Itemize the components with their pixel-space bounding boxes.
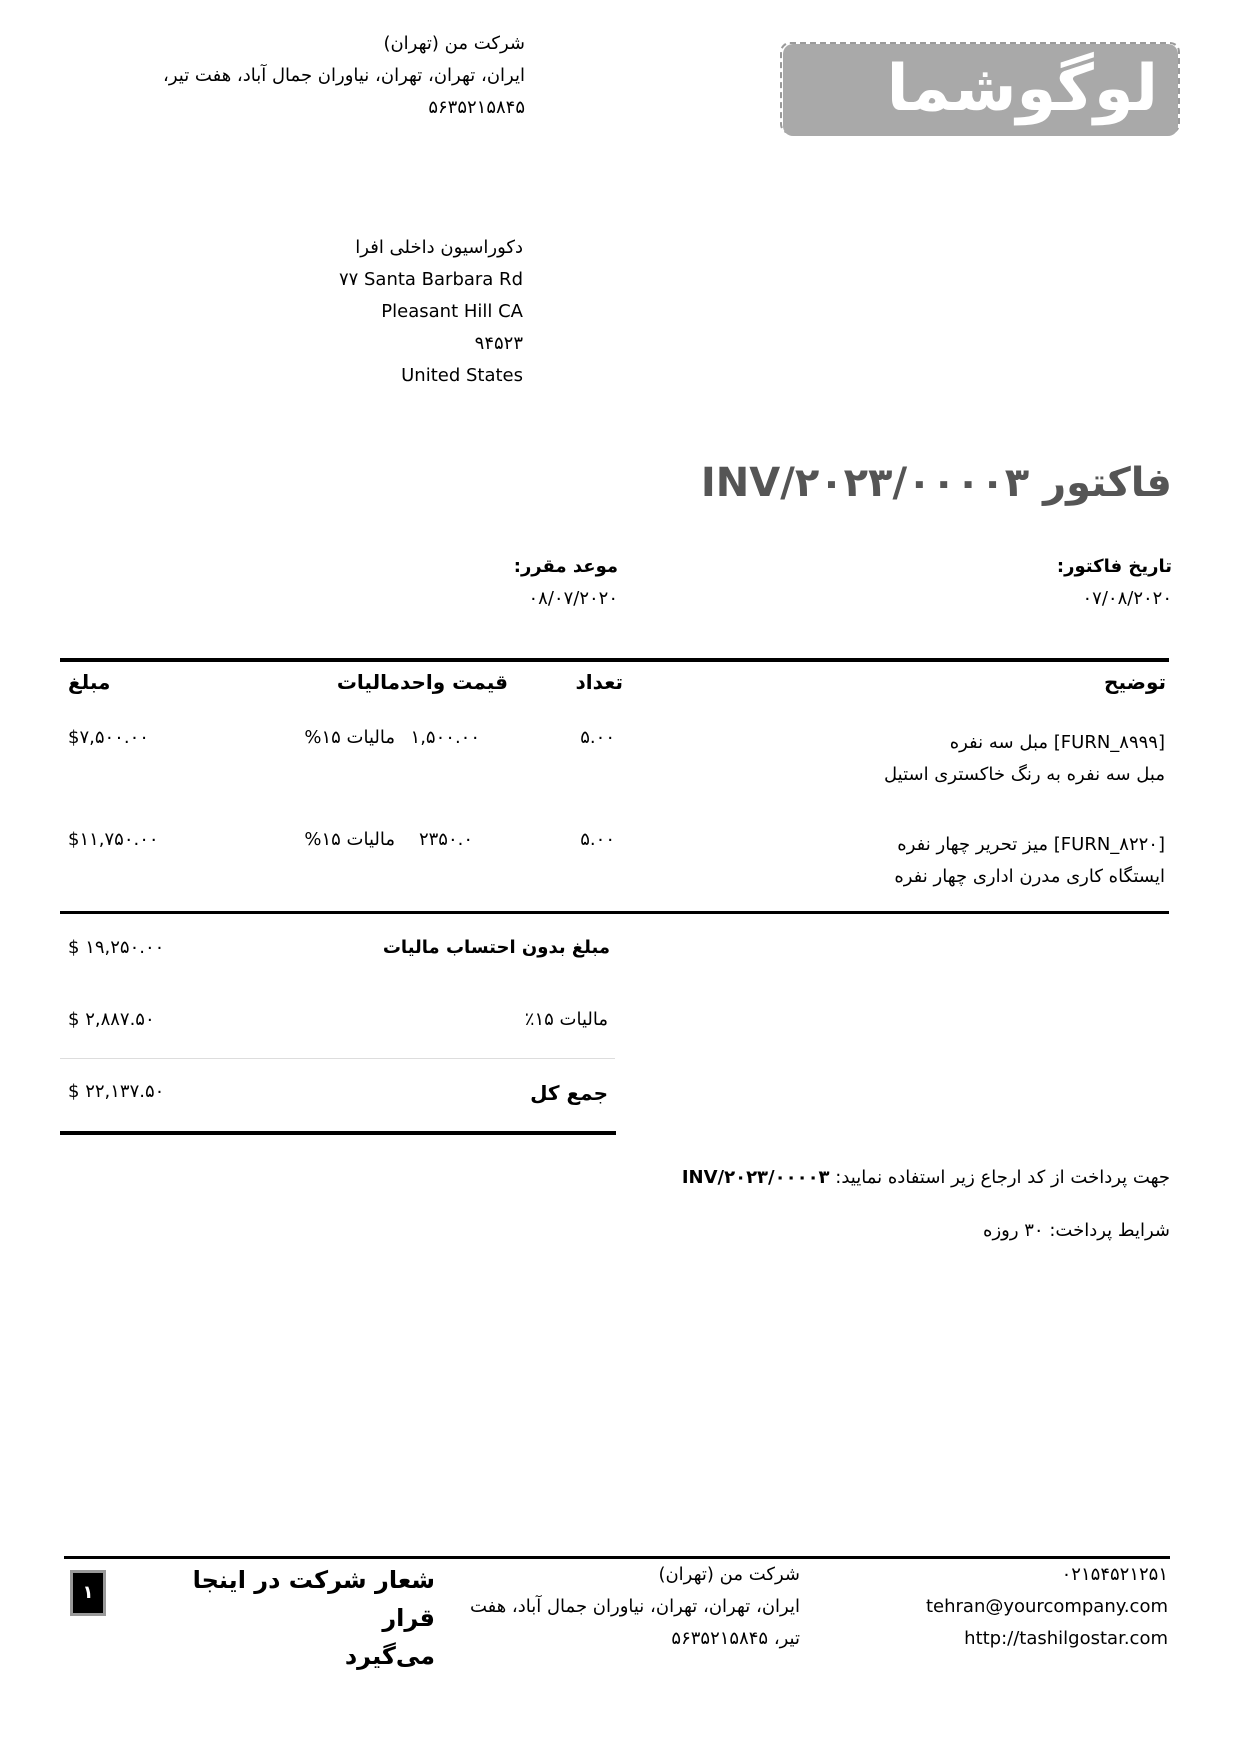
footer-phone: ۰۲۱۵۴۵۲۱۲۵۱ xyxy=(1061,1564,1168,1585)
payment-reference-text: جهت پرداخت از کد ارجاع زیر استفاده نمایید: xyxy=(835,1167,1170,1188)
totals-divider xyxy=(60,1058,615,1059)
company-address: ایران، تهران، تهران، نیاوران جمال آباد، هفت تیر، xyxy=(163,65,525,86)
due-date-label: موعد مقرر: xyxy=(513,556,618,577)
invoice-date-value: ۰۷/۰۸/۲۰۲۰ xyxy=(1082,588,1172,609)
row-amount: $۷,۵۰۰.۰۰ xyxy=(68,727,149,748)
row-description-line1: [FURN_۸۹۹۹] مبل سه نفره xyxy=(949,732,1165,753)
footer-company-name: شرکت من (تهران) xyxy=(658,1564,800,1585)
invoice-title: فاکتور INV/۲۰۲۳/۰۰۰۰۳ xyxy=(700,460,1172,506)
company-postcode: ۵۶۳۵۲۱۵۸۴۵ xyxy=(428,97,525,118)
customer-street: ۷۷ Santa Barbara Rd xyxy=(338,269,523,290)
payment-terms: شرایط پرداخت: ۳۰ روزه xyxy=(983,1220,1170,1241)
company-info xyxy=(25,28,525,124)
subtotal-value: ۱۹,۲۵۰.۰۰ $ xyxy=(68,937,165,958)
row-unit-price: ۲۳۵۰.۰ xyxy=(418,829,473,850)
payment-reference-code: INV/۲۰۲۳/۰۰۰۰۳ xyxy=(681,1167,830,1188)
invoice-date-block xyxy=(872,551,1172,615)
customer-country: United States xyxy=(401,365,523,386)
table-row xyxy=(884,727,1165,791)
row-quantity: ۵.۰۰ xyxy=(580,829,615,850)
row-unit-price: ۱,۵۰۰.۰۰ xyxy=(410,727,480,748)
footer-website: http://tashilgostar.com xyxy=(964,1628,1168,1649)
total-label: جمع کل xyxy=(530,1081,608,1105)
row-description-line1: [FURN_۸۲۲۰] میز تحریر چهار نفره xyxy=(897,834,1165,855)
table-bottom-rule xyxy=(60,911,1169,914)
customer-city: Pleasant Hill CA xyxy=(381,301,523,322)
table-top-rule xyxy=(60,658,1169,662)
header-description: توضیح xyxy=(1104,670,1166,694)
header-tax: مالیات xyxy=(336,670,400,694)
row-quantity: ۵.۰۰ xyxy=(580,727,615,748)
company-logo xyxy=(780,42,1180,134)
table-row xyxy=(894,829,1165,893)
row-description-line2: مبل سه نفره به رنگ خاکستری استیل xyxy=(884,764,1165,785)
customer-zip: ۹۴۵۲۳ xyxy=(474,333,523,354)
row-amount: $۱۱,۷۵۰.۰۰ xyxy=(68,829,159,850)
customer-name: دکوراسیون داخلی افرا xyxy=(355,237,523,258)
footer-contact xyxy=(848,1559,1168,1655)
footer-slogan-line1: شعار شرکت در اینجا قرار xyxy=(192,1566,435,1632)
logo-text: لوگوشما xyxy=(886,52,1158,126)
totals-bottom-rule xyxy=(60,1131,616,1135)
customer-address xyxy=(123,232,523,392)
row-tax: مالیات ۱۵% xyxy=(304,829,395,850)
row-tax: مالیات ۱۵% xyxy=(304,727,395,748)
header-unit-price: قیمت واحد xyxy=(399,670,508,694)
page-number: ۱ xyxy=(70,1570,106,1616)
invoice-date-label: تاریخ فاکتور: xyxy=(1056,556,1172,577)
footer-slogan xyxy=(135,1561,435,1675)
tax-label: مالیات ۱۵٪ xyxy=(524,1009,608,1030)
footer-email: tehran@yourcompany.com xyxy=(925,1596,1168,1617)
payment-reference xyxy=(270,1167,1170,1188)
footer-slogan-line2: می‌گیرد xyxy=(344,1642,435,1670)
header-quantity: تعداد xyxy=(575,670,623,694)
company-name: شرکت من (تهران) xyxy=(383,33,525,54)
footer-address-line1: ایران، تهران، تهران، نیاوران جمال آباد، هفت xyxy=(469,1596,800,1617)
tax-value: ۲,۸۸۷.۵۰ $ xyxy=(68,1009,155,1030)
subtotal-label: مبلغ بدون احتساب مالیات xyxy=(382,937,610,958)
header-amount: مبلغ xyxy=(68,670,111,694)
total-value: ۲۲,۱۳۷.۵۰ $ xyxy=(68,1081,165,1102)
footer-company xyxy=(420,1559,800,1655)
due-date-value: ۰۸/۰۷/۲۰۲۰ xyxy=(528,588,618,609)
due-date-block xyxy=(318,551,618,615)
footer-address-line2: تیر، ۵۶۳۵۲۱۵۸۴۵ xyxy=(671,1628,800,1649)
row-description-line2: ایستگاه کاری مدرن اداری چهار نفره xyxy=(894,866,1165,887)
